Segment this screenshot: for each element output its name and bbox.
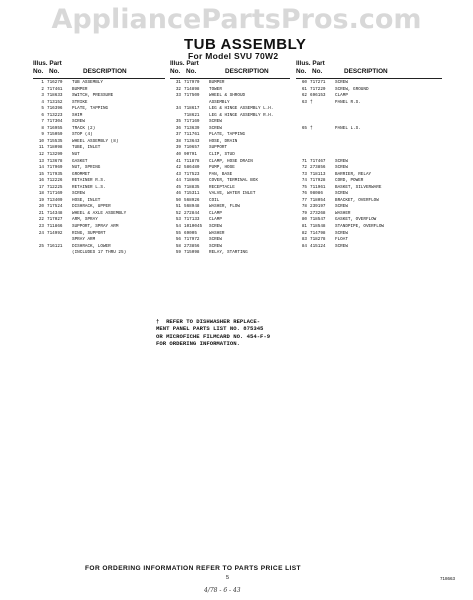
parts-row <box>33 250 165 257</box>
illus-number: 14 <box>38 165 44 171</box>
illus-number: 75 <box>301 184 307 190</box>
illus-number: 37 <box>175 132 181 138</box>
illus-number: 9 <box>41 132 44 138</box>
header-illus-no: No. <box>170 68 181 75</box>
header-part-no: No. <box>186 68 197 75</box>
part-number: 711761 <box>184 132 200 138</box>
column-header <box>170 60 290 79</box>
part-description: SCREW <box>209 243 222 249</box>
part-description: SCREW <box>335 191 348 197</box>
illus-number: 51 <box>175 204 181 210</box>
part-number: 718633 <box>47 93 63 99</box>
part-number: 717304 <box>47 119 63 125</box>
part-description: SHIM <box>72 112 83 118</box>
part-number: 715311 <box>184 191 200 197</box>
illus-number: 13 <box>38 158 44 164</box>
part-description: SCREW <box>335 230 348 236</box>
part-description: WHEEL & AXLE ASSEMBLY <box>72 210 127 216</box>
illus-number: 3 <box>41 93 44 99</box>
part-number: 716955 <box>47 125 63 131</box>
illus-number: 22 <box>38 217 44 223</box>
part-number: 718113 <box>310 171 326 177</box>
part-description: SCREW <box>335 80 348 85</box>
page-title: TUB ASSEMBLY <box>184 36 307 53</box>
illus-number: 42 <box>175 165 181 171</box>
part-number: 69005 <box>184 230 197 236</box>
part-description: SCREW <box>335 165 348 171</box>
part-description: SCREW <box>335 158 348 164</box>
illus-number: 40 <box>175 152 181 158</box>
part-number: 717509 <box>184 93 200 99</box>
part-number: 711866 <box>47 224 63 230</box>
illus-number: 20 <box>38 204 44 210</box>
part-description: BUMPER <box>209 80 225 85</box>
part-number: 717027 <box>47 217 63 223</box>
part-description: STANDPIPE, OVERFLOW <box>335 224 384 230</box>
part-number: 273268 <box>310 210 326 216</box>
illus-number: 21 <box>38 210 44 216</box>
part-description: PLATE, TAPPING <box>72 106 109 112</box>
part-number: 718098 <box>47 145 63 151</box>
part-number: 717220 <box>310 86 326 92</box>
part-number: 717969 <box>47 165 63 171</box>
part-number: 568948 <box>184 204 200 210</box>
part-description: SUPPORT, SPRAY ARM <box>72 224 119 230</box>
part-number: 718278 <box>310 237 326 243</box>
part-number: 272844 <box>184 210 200 216</box>
part-number: 239197 <box>310 204 326 210</box>
header-illus-part: Illus. Part <box>296 60 325 67</box>
part-number: 415124 <box>310 243 326 249</box>
part-number: 714798 <box>310 230 326 236</box>
illus-number: 54 <box>175 224 181 230</box>
part-number: 717133 <box>184 217 200 223</box>
part-description: SPRAY ARM <box>72 237 96 243</box>
part-description: PLATE, TAPPING <box>209 132 246 138</box>
part-description: RECEPTACLE <box>209 184 235 190</box>
part-number: 696153 <box>310 93 326 99</box>
part-number: 713152 <box>47 99 63 105</box>
panel-reference-note: † REFER TO DISHWASHER REPLACE- MENT PANEL PARTS LIST NO. 875345 OR MICROFICHE FILMCARD NO. 454-F-9 FOR ORDERING INFORMATION. <box>156 318 271 348</box>
part-number: 568926 <box>184 197 200 203</box>
part-description: WASHER <box>335 210 351 216</box>
illus-number: 58 <box>175 243 181 249</box>
part-number: 718617 <box>184 106 200 112</box>
part-number: 713223 <box>47 112 63 118</box>
part-number: 718605 <box>184 178 200 184</box>
part-description: LEG & HINGE ASSEMBLY L.H. <box>209 106 274 112</box>
part-description: VALVE, WATER INLET <box>209 191 256 197</box>
part-description: WHEEL & SHROUD <box>209 93 246 99</box>
part-number: 714348 <box>47 210 63 216</box>
part-number: 717461 <box>47 86 63 92</box>
part-description: NUT <box>72 152 80 158</box>
part-number: 713639 <box>184 125 200 131</box>
part-description: SWITCH, PRESSURE <box>72 93 114 99</box>
part-description: RETAINER R.S. <box>72 178 106 184</box>
illus-number: 39 <box>175 145 181 151</box>
parts-column-1 <box>33 60 165 257</box>
part-number: 713643 <box>184 138 200 144</box>
illus-number: 36 <box>175 125 181 131</box>
part-description: SCREW <box>209 237 222 243</box>
illus-number: 55 <box>175 230 181 236</box>
part-description: SCREW <box>209 224 222 230</box>
part-number: 273856 <box>184 243 200 249</box>
illus-number: 35 <box>175 119 181 125</box>
illus-number: 53 <box>175 217 181 223</box>
part-number: 718054 <box>310 197 326 203</box>
ordering-footer: FOR ORDERING INFORMATION REFER TO PARTS PRICE LIST <box>85 565 301 572</box>
header-illus-part: Illus. Part <box>33 60 62 67</box>
illus-number: 46 <box>175 191 181 197</box>
illus-number: 32 <box>175 86 181 92</box>
part-description: BARRIER, RELAY <box>335 171 372 177</box>
part-description: PAN, BASE <box>209 171 233 177</box>
illus-number: 60 <box>301 80 307 85</box>
part-description: PANEL L.S. <box>335 125 361 131</box>
illus-number: 74 <box>301 178 307 184</box>
page-number: 5 <box>226 575 230 581</box>
part-number: 712225 <box>47 184 63 190</box>
document-code: 718663 <box>440 576 456 581</box>
part-number: 713299 <box>47 152 63 158</box>
part-number: † <box>310 125 313 131</box>
part-number: 713409 <box>47 197 63 203</box>
part-number: † <box>310 99 313 105</box>
illus-number: 41 <box>175 158 181 164</box>
part-number: 717524 <box>47 204 63 210</box>
part-number: 717970 <box>184 80 200 85</box>
illus-number: 7 <box>41 119 44 125</box>
part-description: CLAMP <box>335 93 348 99</box>
parts-column-3 <box>296 60 442 250</box>
illus-number <box>33 250 47 257</box>
part-number: 718621 <box>184 112 200 118</box>
illus-number: 59 <box>175 250 181 256</box>
illus-number: 33 <box>175 93 181 99</box>
parts-list <box>33 80 165 257</box>
illus-number: 5 <box>41 106 44 112</box>
column-header <box>296 60 442 79</box>
illus-number: 8 <box>41 125 44 131</box>
part-description: FLOAT <box>335 237 348 243</box>
header-illus-part: Illus. Part <box>170 60 199 67</box>
part-description: RELAY, STARTING <box>209 250 248 256</box>
part-description: SCREW <box>72 191 85 197</box>
part-description: SCREW <box>209 119 222 125</box>
illus-number: 65 <box>301 125 307 131</box>
illus-number: 62 <box>301 93 307 99</box>
part-description: WHEEL ASSEMBLY (8) <box>72 138 119 144</box>
illus-number: 11 <box>38 145 44 151</box>
illus-number: 38 <box>175 138 181 144</box>
part-description: HOSE, INLET <box>72 197 101 203</box>
part-description: GROMMET <box>72 171 91 177</box>
illus-number: 82 <box>301 230 307 236</box>
part-number: 716121 <box>47 243 63 249</box>
illus-number: 50 <box>175 197 181 203</box>
illus-number: 71 <box>301 158 307 164</box>
part-number: 711961 <box>310 184 326 190</box>
part-number: 90791 <box>184 152 197 158</box>
part-description: NUT, SPRING <box>72 165 101 171</box>
watermark: AppliancePartsPros.com <box>51 4 422 35</box>
header-part-no: No. <box>49 68 60 75</box>
part-number: 710657 <box>184 145 200 151</box>
parts-row <box>296 244 442 251</box>
part-description: CLIP, STUD <box>209 152 235 158</box>
illus-number: 25 <box>38 243 44 249</box>
part-number: 718547 <box>310 217 326 223</box>
handwritten-annotation: 4/78 - 6 - 43 <box>204 587 241 594</box>
part-description: SCREW <box>335 243 348 249</box>
header-description: DESCRIPTION <box>344 68 388 75</box>
part-number: 715098 <box>184 250 200 256</box>
part-number: 716270 <box>47 80 63 85</box>
part-description: GASKET <box>72 158 88 164</box>
part-description: DISHRACK, UPPER <box>72 204 111 210</box>
part-description: STOP (4) <box>72 132 93 138</box>
part-number: 1010045 <box>184 224 203 230</box>
part-description: TOWER <box>209 86 222 92</box>
part-description: SUPPORT <box>209 145 228 151</box>
part-description: COVER, TERMINAL BOX <box>209 178 258 184</box>
part-description: GASKET, OVERFLOW <box>335 217 377 223</box>
part-description: CORD, POWER <box>335 178 364 184</box>
part-description: RING, SUPPORT <box>72 230 106 236</box>
part-description: SCREW, GROUND <box>335 86 369 92</box>
part-number: 717169 <box>184 119 200 125</box>
illus-number: 24 <box>38 230 44 236</box>
part-description: TRACK (2) <box>72 125 96 131</box>
part-number: 715535 <box>47 138 63 144</box>
part-description: BUMPER <box>72 86 88 92</box>
illus-number: 16 <box>38 178 44 184</box>
part-description: CLAMP <box>209 217 222 223</box>
part-description: WASHER, FLOW <box>209 204 240 210</box>
illus-number: 78 <box>301 204 307 210</box>
part-description: TUB ASSEMBLY <box>72 80 103 85</box>
illus-number: 15 <box>38 171 44 177</box>
illus-number: 1 <box>41 80 44 85</box>
column-header <box>33 60 165 79</box>
parts-column-2 <box>170 60 290 257</box>
illus-number: 56 <box>175 237 181 243</box>
part-number: 586480 <box>184 165 200 171</box>
part-number: 273856 <box>310 165 326 171</box>
illus-number: 79 <box>301 210 307 216</box>
illus-number: 45 <box>175 184 181 190</box>
illus-number: 63 <box>301 99 307 105</box>
part-description: (INCLUDES 17 THRU 25) <box>72 250 127 256</box>
part-number: 714992 <box>47 230 63 236</box>
part-description: SCREW <box>72 119 85 125</box>
illus-number: 76 <box>301 191 307 197</box>
illus-number: 19 <box>38 197 44 203</box>
part-number: 711878 <box>184 158 200 164</box>
illus-number: 12 <box>38 152 44 158</box>
part-description: DISHRACK, LOWER <box>72 243 111 249</box>
part-description: PANEL R.S. <box>335 99 361 105</box>
part-number: 712226 <box>47 178 63 184</box>
part-description: TUBE, INLET <box>72 145 101 151</box>
page-subtitle: For Model SVU 70W2 <box>188 51 279 61</box>
part-number: 717972 <box>184 237 200 243</box>
illus-number: 6 <box>41 112 44 118</box>
illus-number: 52 <box>175 210 181 216</box>
part-number: 717523 <box>184 171 200 177</box>
part-description: ASSEMBLY <box>209 99 230 105</box>
illus-number: 77 <box>301 197 307 203</box>
part-description: BRACKET, OVERFLOW <box>335 197 379 203</box>
part-description: LEG & HINGE ASSEMBLY R.H. <box>209 112 274 118</box>
illus-number: 10 <box>38 138 44 144</box>
part-number: 716396 <box>47 106 63 112</box>
illus-number: 84 <box>301 243 307 249</box>
part-number: 98086 <box>310 191 323 197</box>
part-number <box>47 250 72 257</box>
part-description: WASHER <box>209 230 225 236</box>
illus-number: 44 <box>175 178 181 184</box>
part-number: 718548 <box>310 224 326 230</box>
part-description: STRIKE <box>72 99 88 105</box>
parts-row <box>170 250 290 257</box>
illus-number: 4 <box>41 99 44 105</box>
part-description: PUMP, HOSE <box>209 165 235 171</box>
header-description: DESCRIPTION <box>225 68 269 75</box>
part-number: 717935 <box>47 171 63 177</box>
part-description: HOSE, DRAIN <box>209 138 238 144</box>
header-part-no: No. <box>312 68 323 75</box>
part-number: 715059 <box>47 132 63 138</box>
header-illus-no: No. <box>33 68 44 75</box>
part-number: 718835 <box>184 184 200 190</box>
part-number: 717467 <box>310 158 326 164</box>
illus-number: 72 <box>301 165 307 171</box>
part-number: 714898 <box>184 86 200 92</box>
illus-number: 17 <box>38 184 44 190</box>
header-description: DESCRIPTION <box>83 68 127 75</box>
illus-number: 31 <box>175 80 181 85</box>
part-description: BASKET, SILVERWARE <box>335 184 382 190</box>
part-number: 713678 <box>47 158 63 164</box>
illus-number: 80 <box>301 217 307 223</box>
illus-number: 83 <box>301 237 307 243</box>
illus-number: 23 <box>38 224 44 230</box>
illus-number: 81 <box>301 224 307 230</box>
part-description: ARM, SPRAY <box>72 217 98 223</box>
illus-number: 18 <box>38 191 44 197</box>
part-number: 717271 <box>310 80 326 85</box>
part-description: COIL <box>209 197 220 203</box>
illus-number: 34 <box>175 106 181 112</box>
part-number: 717169 <box>47 191 63 197</box>
parts-list <box>296 80 442 250</box>
illus-number: 43 <box>175 171 181 177</box>
part-description: CLAMP <box>209 210 222 216</box>
illus-number: 2 <box>41 86 44 92</box>
parts-list <box>170 80 290 257</box>
illus-number: 61 <box>301 86 307 92</box>
part-description: SCREW <box>209 125 222 131</box>
header-illus-no: No. <box>296 68 307 75</box>
part-description: RETAINER L.S. <box>72 184 106 190</box>
part-number: 717928 <box>310 178 326 184</box>
part-description: SCREW <box>335 204 348 210</box>
illus-number: 73 <box>301 171 307 177</box>
part-description: CLAMP, HOSE DRAIN <box>209 158 253 164</box>
